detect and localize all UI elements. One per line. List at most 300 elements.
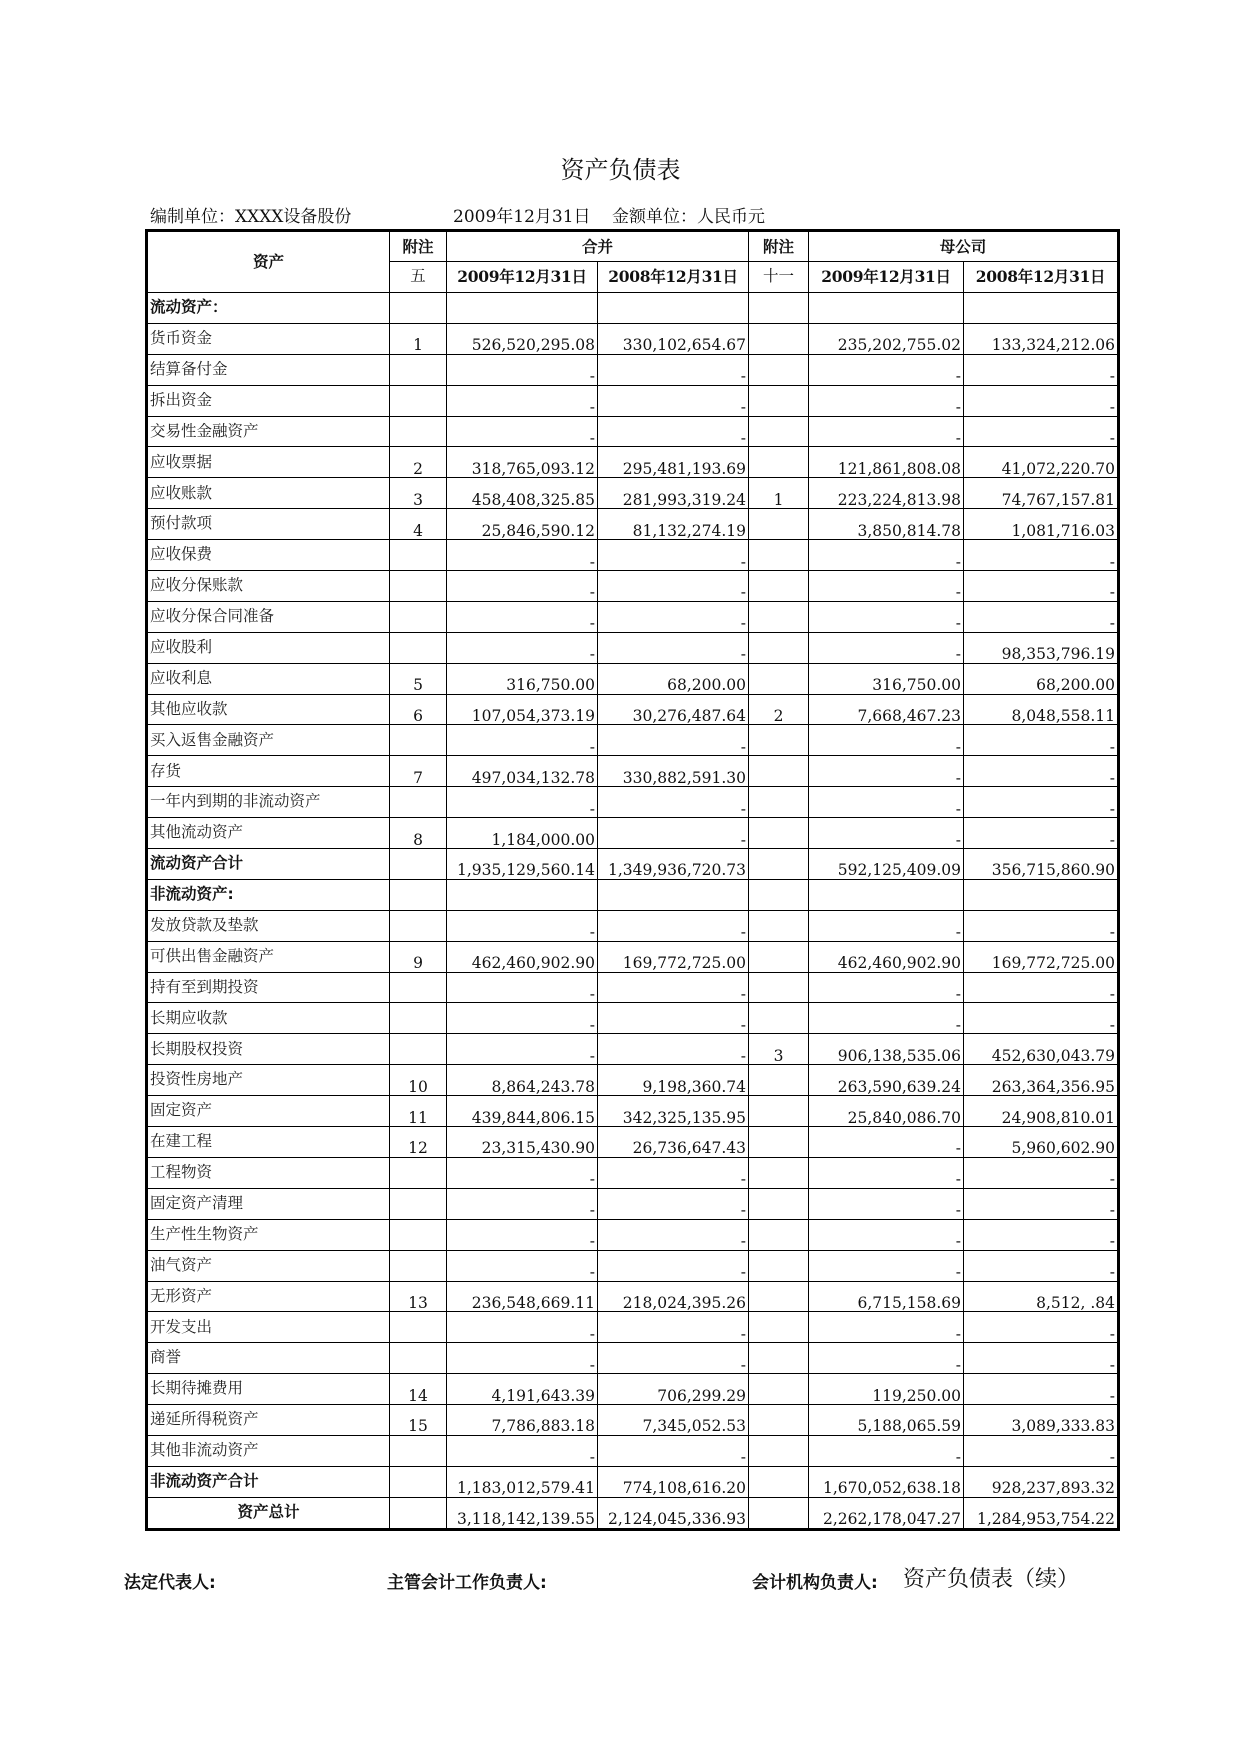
parent-2008-cell: - xyxy=(964,756,1119,787)
consolidated-2009-cell: - xyxy=(447,972,598,1003)
parent-note-cell xyxy=(749,1157,809,1188)
amount-cell xyxy=(809,879,964,910)
note-cell: 12 xyxy=(390,1127,447,1158)
parent-2009-cell: - xyxy=(809,601,964,632)
note-cell xyxy=(390,416,447,447)
note-cell xyxy=(390,385,447,416)
table-row xyxy=(147,694,1119,725)
note-cell xyxy=(390,571,447,602)
parent-2009-cell: - xyxy=(809,1157,964,1188)
table-row xyxy=(147,1219,1119,1250)
consolidated-2009-cell: 1,184,000.00 xyxy=(447,818,598,849)
parent-2008-cell: - xyxy=(964,1188,1119,1219)
table-row xyxy=(147,601,1119,632)
row-label: 无形资产 xyxy=(147,1281,390,1312)
parent-2008-cell: 1,284,953,754.22 xyxy=(964,1497,1119,1529)
consolidated-2008-cell: 1,349,936,720.73 xyxy=(598,849,749,880)
parent-2009-cell: - xyxy=(809,1188,964,1219)
consolidated-2008-cell: - xyxy=(598,1034,749,1065)
consolidated-2008-cell: - xyxy=(598,787,749,818)
row-label: 应收分保账款 xyxy=(147,571,390,602)
note-cell xyxy=(390,725,447,756)
consolidated-2009-cell: - xyxy=(447,601,598,632)
amount-cell xyxy=(964,879,1119,910)
parent-2008-cell: 5,960,602.90 xyxy=(964,1127,1119,1158)
consolidated-2008-cell: - xyxy=(598,632,749,663)
table-row xyxy=(147,1405,1119,1436)
parent-2009-cell: - xyxy=(809,1250,964,1281)
parent-note-cell xyxy=(749,972,809,1003)
consolidated-2009-cell: - xyxy=(447,632,598,663)
parent-note-cell xyxy=(749,447,809,478)
row-label: 应收股利 xyxy=(147,632,390,663)
header-note-a: 五 xyxy=(390,262,447,293)
table-row xyxy=(147,1281,1119,1312)
continued-title: 资产负债表（续） xyxy=(903,1567,1080,1592)
note-cell xyxy=(390,1034,447,1065)
row-label: 生产性生物资产 xyxy=(147,1219,390,1250)
consolidated-2009-cell: - xyxy=(447,725,598,756)
consolidated-2009-cell: 25,846,590.12 xyxy=(447,509,598,540)
amount-cell xyxy=(447,293,598,324)
consolidated-2008-cell: 330,102,654.67 xyxy=(598,323,749,354)
parent-2009-cell: - xyxy=(809,1435,964,1466)
parent-note-cell xyxy=(749,1497,809,1529)
consolidated-2008-cell: 330,882,591.30 xyxy=(598,756,749,787)
table-row xyxy=(147,1034,1119,1065)
note-cell xyxy=(390,354,447,385)
note-cell: 11 xyxy=(390,1096,447,1127)
amount-cell xyxy=(809,293,964,324)
parent-note-cell xyxy=(749,509,809,540)
parent-2009-cell: 5,188,065.59 xyxy=(809,1405,964,1436)
consolidated-2008-cell: 218,024,395.26 xyxy=(598,1281,749,1312)
consolidated-2009-cell: - xyxy=(447,571,598,602)
row-label: 存货 xyxy=(147,756,390,787)
table-row xyxy=(147,1127,1119,1158)
table-row xyxy=(147,540,1119,571)
row-label: 应收分保合同准备 xyxy=(147,601,390,632)
parent-2008-cell: - xyxy=(964,354,1119,385)
parent-2008-cell: - xyxy=(964,818,1119,849)
consolidated-2009-cell: 107,054,373.19 xyxy=(447,694,598,725)
parent-note-cell xyxy=(749,385,809,416)
amount-cell xyxy=(964,293,1119,324)
parent-2008-cell: - xyxy=(964,1435,1119,1466)
parent-2008-cell: - xyxy=(964,1312,1119,1343)
parent-2009-cell: 2,262,178,047.27 xyxy=(809,1497,964,1529)
consolidated-2009-cell: 3,118,142,139.55 xyxy=(447,1497,598,1529)
table-row xyxy=(147,1374,1119,1405)
note-cell: 7 xyxy=(390,756,447,787)
parent-note-cell xyxy=(749,1065,809,1096)
consolidated-2009-cell: 4,191,643.39 xyxy=(447,1374,598,1405)
accounting-head-label: 主管会计工作负责人: xyxy=(387,1573,547,1593)
parent-note-cell xyxy=(749,1250,809,1281)
parent-2008-cell: 24,908,810.01 xyxy=(964,1096,1119,1127)
parent-2009-cell: - xyxy=(809,571,964,602)
row-label: 一年内到期的非流动资产 xyxy=(147,787,390,818)
consolidated-2009-cell: - xyxy=(447,1250,598,1281)
note-cell: 2 xyxy=(390,447,447,478)
table-row xyxy=(147,1188,1119,1219)
note-cell xyxy=(390,293,447,324)
parent-2008-cell: - xyxy=(964,571,1119,602)
note-cell: 15 xyxy=(390,1405,447,1436)
parent-2008-cell: 8,512, .84 xyxy=(964,1281,1119,1312)
consolidated-2009-cell: - xyxy=(447,385,598,416)
parent-2009-cell: 3,850,814.78 xyxy=(809,509,964,540)
table-row xyxy=(147,385,1119,416)
parent-note-cell xyxy=(749,725,809,756)
parent-2008-cell: 169,772,725.00 xyxy=(964,941,1119,972)
table-row xyxy=(147,818,1119,849)
consolidated-2009-cell: 236,548,669.11 xyxy=(447,1281,598,1312)
consolidated-2009-cell: - xyxy=(447,1312,598,1343)
consolidated-2008-cell: - xyxy=(598,540,749,571)
total-label: 资产总计 xyxy=(147,1497,390,1529)
note-cell: 5 xyxy=(390,663,447,694)
note-cell: 8 xyxy=(390,818,447,849)
consolidated-2008-cell: - xyxy=(598,416,749,447)
parent-2008-cell: - xyxy=(964,725,1119,756)
row-label: 开发支出 xyxy=(147,1312,390,1343)
table-row xyxy=(147,941,1119,972)
consolidated-2008-cell: - xyxy=(598,1003,749,1034)
parent-note-cell xyxy=(749,632,809,663)
note-cell xyxy=(390,1250,447,1281)
consolidated-2008-cell: 81,132,274.19 xyxy=(598,509,749,540)
parent-2008-cell: 3,089,333.83 xyxy=(964,1405,1119,1436)
row-label: 交易性金融资产 xyxy=(147,416,390,447)
parent-note-cell xyxy=(749,849,809,880)
table-row xyxy=(147,1096,1119,1127)
table-row xyxy=(147,478,1119,509)
note-cell: 1 xyxy=(390,323,447,354)
header-consolidated-2008: 2008年12月31日 xyxy=(598,262,749,293)
table-row xyxy=(147,756,1119,787)
parent-2009-cell: - xyxy=(809,818,964,849)
table-row xyxy=(147,787,1119,818)
row-label: 预付款项 xyxy=(147,509,390,540)
note-cell xyxy=(390,787,447,818)
parent-2009-cell: - xyxy=(809,416,964,447)
header-parent-2008: 2008年12月31日 xyxy=(964,262,1119,293)
parent-2008-cell: - xyxy=(964,910,1119,941)
consolidated-2009-cell: - xyxy=(447,1219,598,1250)
row-label: 应收账款 xyxy=(147,478,390,509)
note-cell: 13 xyxy=(390,1281,447,1312)
parent-2009-cell: 121,861,808.08 xyxy=(809,447,964,478)
parent-2009-cell: - xyxy=(809,1003,964,1034)
parent-2009-cell: - xyxy=(809,756,964,787)
parent-2009-cell: 223,224,813.98 xyxy=(809,478,964,509)
page-title: 资产负债表 xyxy=(560,156,681,184)
table-row xyxy=(147,849,1119,880)
parent-note-cell xyxy=(749,1219,809,1250)
parent-2008-cell: - xyxy=(964,1157,1119,1188)
parent-2009-cell: - xyxy=(809,972,964,1003)
consolidated-2008-cell: - xyxy=(598,1188,749,1219)
parent-note-cell xyxy=(749,1374,809,1405)
total-label: 非流动资产合计 xyxy=(147,1466,390,1497)
consolidated-2009-cell: 458,408,325.85 xyxy=(447,478,598,509)
table-row xyxy=(147,323,1119,354)
table-row xyxy=(147,1250,1119,1281)
consolidated-2008-cell: - xyxy=(598,1312,749,1343)
note-cell xyxy=(390,1497,447,1529)
consolidated-2009-cell: 497,034,132.78 xyxy=(447,756,598,787)
parent-2009-cell: 6,715,158.69 xyxy=(809,1281,964,1312)
note-cell xyxy=(390,632,447,663)
parent-2009-cell: 906,138,535.06 xyxy=(809,1034,964,1065)
parent-2008-cell: 133,324,212.06 xyxy=(964,323,1119,354)
parent-2009-cell: - xyxy=(809,540,964,571)
parent-2008-cell: - xyxy=(964,1250,1119,1281)
parent-note-cell xyxy=(749,818,809,849)
parent-2009-cell: - xyxy=(809,1312,964,1343)
parent-2008-cell: 263,364,356.95 xyxy=(964,1065,1119,1096)
table-row xyxy=(147,879,1119,910)
parent-2009-cell: 7,668,467.23 xyxy=(809,694,964,725)
section-label: 非流动资产: xyxy=(147,879,390,910)
consolidated-2008-cell: 281,993,319.24 xyxy=(598,478,749,509)
parent-note-cell: 2 xyxy=(749,694,809,725)
consolidated-2008-cell: - xyxy=(598,601,749,632)
note-cell xyxy=(390,1435,447,1466)
note-cell: 9 xyxy=(390,941,447,972)
total-label: 流动资产合计 xyxy=(147,849,390,880)
dept-head-label: 会计机构负责人: xyxy=(752,1573,878,1593)
consolidated-2008-cell: 9,198,360.74 xyxy=(598,1065,749,1096)
note-cell: 3 xyxy=(390,478,447,509)
table-row xyxy=(147,1157,1119,1188)
row-label: 固定资产清理 xyxy=(147,1188,390,1219)
company-unit: 编制单位：XXXX设备股份 xyxy=(150,207,352,227)
parent-note-cell xyxy=(749,354,809,385)
parent-note-cell xyxy=(749,1312,809,1343)
consolidated-2008-cell: 295,481,193.69 xyxy=(598,447,749,478)
row-label: 可供出售金融资产 xyxy=(147,941,390,972)
row-label: 油气资产 xyxy=(147,1250,390,1281)
parent-2009-cell: - xyxy=(809,725,964,756)
consolidated-2008-cell: 169,772,725.00 xyxy=(598,941,749,972)
parent-2009-cell: - xyxy=(809,1343,964,1374)
table-row xyxy=(147,1466,1119,1497)
table-row xyxy=(147,663,1119,694)
parent-2009-cell: 235,202,755.02 xyxy=(809,323,964,354)
parent-2008-cell: - xyxy=(964,1003,1119,1034)
header-consolidated-2009: 2009年12月31日 xyxy=(447,262,598,293)
consolidated-2009-cell: - xyxy=(447,910,598,941)
parent-2008-cell: - xyxy=(964,385,1119,416)
parent-note-cell xyxy=(749,1343,809,1374)
row-label: 其他流动资产 xyxy=(147,818,390,849)
parent-2009-cell: 119,250.00 xyxy=(809,1374,964,1405)
table-row xyxy=(147,1343,1119,1374)
parent-note-cell xyxy=(749,1405,809,1436)
parent-2008-cell: 452,630,043.79 xyxy=(964,1034,1119,1065)
row-label: 投资性房地产 xyxy=(147,1065,390,1096)
parent-note-cell xyxy=(749,1435,809,1466)
row-label: 持有至到期投资 xyxy=(147,972,390,1003)
note-cell xyxy=(390,540,447,571)
consolidated-2008-cell: 30,276,487.64 xyxy=(598,694,749,725)
parent-note-cell xyxy=(749,1096,809,1127)
parent-2008-cell: 41,072,220.70 xyxy=(964,447,1119,478)
consolidated-2009-cell: 7,786,883.18 xyxy=(447,1405,598,1436)
header-consolidated: 合并 xyxy=(447,231,749,262)
parent-2009-cell: 592,125,409.09 xyxy=(809,849,964,880)
amount-cell xyxy=(447,879,598,910)
consolidated-2009-cell: - xyxy=(447,354,598,385)
table-row xyxy=(147,1003,1119,1034)
consolidated-2009-cell: - xyxy=(447,787,598,818)
row-label: 固定资产 xyxy=(147,1096,390,1127)
table-row xyxy=(147,354,1119,385)
consolidated-2009-cell: - xyxy=(447,1343,598,1374)
currency-unit: 金额单位：人民币元 xyxy=(612,207,765,227)
note-cell: 14 xyxy=(390,1374,447,1405)
consolidated-2009-cell: - xyxy=(447,1435,598,1466)
note-cell: 4 xyxy=(390,509,447,540)
consolidated-2008-cell: 342,325,135.95 xyxy=(598,1096,749,1127)
table-row xyxy=(147,571,1119,602)
consolidated-2009-cell: - xyxy=(447,540,598,571)
parent-2008-cell: 74,767,157.81 xyxy=(964,478,1119,509)
parent-note-cell xyxy=(749,787,809,818)
consolidated-2009-cell: 1,183,012,579.41 xyxy=(447,1466,598,1497)
parent-note-cell: 1 xyxy=(749,478,809,509)
row-label: 应收票据 xyxy=(147,447,390,478)
parent-2008-cell: 98,353,796.19 xyxy=(964,632,1119,663)
consolidated-2009-cell: 316,750.00 xyxy=(447,663,598,694)
balance-sheet-table xyxy=(145,229,1120,1531)
consolidated-2008-cell: - xyxy=(598,385,749,416)
table-row xyxy=(147,1312,1119,1343)
parent-2008-cell: 1,081,716.03 xyxy=(964,509,1119,540)
row-label: 结算备付金 xyxy=(147,354,390,385)
parent-2009-cell: - xyxy=(809,385,964,416)
note-cell xyxy=(390,1003,447,1034)
note-cell xyxy=(390,879,447,910)
consolidated-2009-cell: 318,765,093.12 xyxy=(447,447,598,478)
table-row xyxy=(147,293,1119,324)
row-label: 应收保费 xyxy=(147,540,390,571)
parent-2008-cell: 356,715,860.90 xyxy=(964,849,1119,880)
note-cell xyxy=(390,1157,447,1188)
table-row xyxy=(147,725,1119,756)
note-cell xyxy=(390,601,447,632)
parent-note-cell xyxy=(749,601,809,632)
consolidated-2008-cell: - xyxy=(598,354,749,385)
parent-2009-cell: 263,590,639.24 xyxy=(809,1065,964,1096)
consolidated-2008-cell: - xyxy=(598,910,749,941)
parent-note-cell xyxy=(749,323,809,354)
parent-note-cell xyxy=(749,910,809,941)
consolidated-2009-cell: 439,844,806.15 xyxy=(447,1096,598,1127)
note-cell: 10 xyxy=(390,1065,447,1096)
note-cell xyxy=(390,1466,447,1497)
row-label: 工程物资 xyxy=(147,1157,390,1188)
consolidated-2009-cell: - xyxy=(447,1188,598,1219)
consolidated-2009-cell: 23,315,430.90 xyxy=(447,1127,598,1158)
report-date: 2009年12月31日 xyxy=(453,207,591,227)
parent-2009-cell: - xyxy=(809,1219,964,1250)
parent-note-cell xyxy=(749,1003,809,1034)
header-parent-2009: 2009年12月31日 xyxy=(809,262,964,293)
amount-cell xyxy=(598,879,749,910)
parent-note-cell xyxy=(749,941,809,972)
table-row xyxy=(147,1065,1119,1096)
parent-2009-cell: 462,460,902.90 xyxy=(809,941,964,972)
header-asset: 资产 xyxy=(147,231,390,293)
note-cell xyxy=(749,879,809,910)
parent-2009-cell: - xyxy=(809,354,964,385)
row-label: 递延所得税资产 xyxy=(147,1405,390,1436)
note-cell xyxy=(390,1219,447,1250)
parent-2008-cell: - xyxy=(964,1343,1119,1374)
parent-note-cell xyxy=(749,1188,809,1219)
consolidated-2008-cell: 26,736,647.43 xyxy=(598,1127,749,1158)
table-row xyxy=(147,632,1119,663)
note-cell: 6 xyxy=(390,694,447,725)
row-label: 应收利息 xyxy=(147,663,390,694)
consolidated-2008-cell: - xyxy=(598,571,749,602)
row-label: 在建工程 xyxy=(147,1127,390,1158)
consolidated-2008-cell: - xyxy=(598,972,749,1003)
note-cell xyxy=(390,1312,447,1343)
parent-2008-cell: - xyxy=(964,1374,1119,1405)
row-label: 长期待摊费用 xyxy=(147,1374,390,1405)
row-label: 拆出资金 xyxy=(147,385,390,416)
parent-note-cell xyxy=(749,663,809,694)
consolidated-2008-cell: 774,108,616.20 xyxy=(598,1466,749,1497)
note-cell xyxy=(390,849,447,880)
consolidated-2009-cell: - xyxy=(447,1003,598,1034)
note-cell xyxy=(749,293,809,324)
section-label: 流动资产： xyxy=(147,293,390,324)
parent-note-cell xyxy=(749,1466,809,1497)
parent-note-cell xyxy=(749,1281,809,1312)
table-row xyxy=(147,447,1119,478)
parent-2008-cell: - xyxy=(964,787,1119,818)
parent-2008-cell: - xyxy=(964,540,1119,571)
consolidated-2009-cell: 1,935,129,560.14 xyxy=(447,849,598,880)
consolidated-2008-cell: - xyxy=(598,1343,749,1374)
legal-representative-label: 法定代表人: xyxy=(124,1573,216,1593)
consolidated-2009-cell: 8,864,243.78 xyxy=(447,1065,598,1096)
parent-2009-cell: 25,840,086.70 xyxy=(809,1096,964,1127)
consolidated-2008-cell: 2,124,045,336.93 xyxy=(598,1497,749,1529)
header-note-b: 十一 xyxy=(749,262,809,293)
table-row xyxy=(147,972,1119,1003)
row-label: 发放贷款及垫款 xyxy=(147,910,390,941)
parent-note-cell xyxy=(749,756,809,787)
consolidated-2008-cell: - xyxy=(598,818,749,849)
parent-2008-cell: - xyxy=(964,416,1119,447)
row-label: 其他应收款 xyxy=(147,694,390,725)
consolidated-2009-cell: - xyxy=(447,1034,598,1065)
row-label: 买入返售金融资产 xyxy=(147,725,390,756)
parent-note-cell xyxy=(749,540,809,571)
parent-2009-cell: - xyxy=(809,910,964,941)
consolidated-2009-cell: - xyxy=(447,1157,598,1188)
parent-2009-cell: 1,670,052,638.18 xyxy=(809,1466,964,1497)
parent-2009-cell: - xyxy=(809,787,964,818)
row-label: 长期股权投资 xyxy=(147,1034,390,1065)
note-cell xyxy=(390,1188,447,1219)
